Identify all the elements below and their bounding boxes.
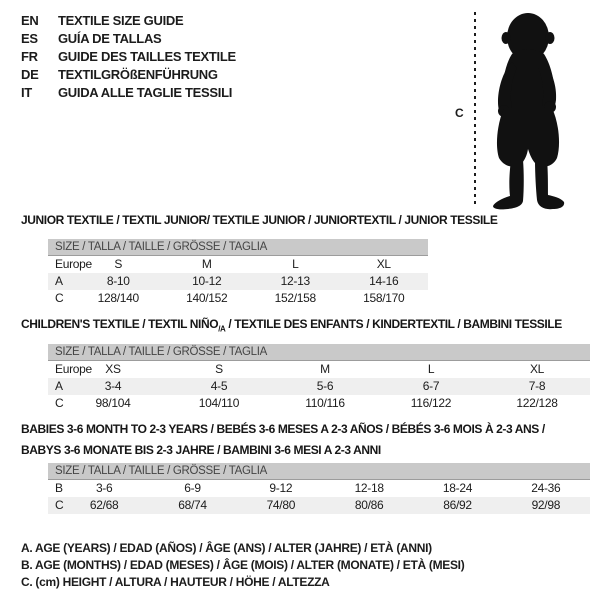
size-table-body [48, 361, 590, 412]
row-label: A [55, 379, 63, 393]
row-label: C [55, 498, 64, 512]
size-value: 140/152 [186, 291, 228, 305]
height-measure-label: C [455, 106, 464, 120]
size-value: 110/116 [305, 396, 345, 410]
size-value: 86/92 [443, 498, 472, 512]
section-title-text: / TEXTILE DES ENFANTS / KINDERTEXTIL / BAMBINI TESSILE [225, 317, 562, 331]
table-row [48, 497, 590, 514]
size-value: 128/140 [97, 291, 139, 305]
size-value: 104/110 [198, 396, 240, 410]
table-row [48, 378, 590, 395]
section-title-line2: BABYS 3-6 MONATE BIS 2-3 JAHRE / BAMBINI 3-6 MESI A 2-3 ANNI [21, 443, 381, 458]
size-value: 122/128 [516, 396, 558, 410]
height-measure-dashed-line [474, 12, 476, 206]
size-value: XL [529, 362, 545, 376]
legend-line-a: A. AGE (YEARS) / EDAD (AÑOS) / ÂGE (ANS) / ALTER (JAHRE) / ETÀ (ANNI) [21, 541, 432, 555]
size-value: 6-7 [422, 379, 440, 393]
row-label: B [55, 481, 63, 495]
language-code: FR [21, 49, 38, 64]
size-value: 18-24 [442, 481, 473, 495]
language-row-en [21, 12, 236, 30]
language-row-de [21, 66, 236, 84]
section-title-text: CHILDREN'S TEXTILE / TEXTIL NIÑO [21, 317, 219, 331]
size-value: 7-8 [528, 379, 546, 393]
measure-legend [21, 540, 464, 591]
size-value: 152/158 [274, 291, 316, 305]
size-value: 24-36 [531, 481, 561, 495]
size-value: 14-16 [369, 274, 399, 288]
size-value: 158/170 [363, 291, 405, 305]
size-value: XL [376, 257, 391, 271]
table-row [48, 395, 590, 412]
section-title-text: BABIES 3-6 MONTH TO 2-3 YEARS / BEBÉS 3-6 MESES A 2-3 AÑOS / BÉBÉS 3-6 MOIS À 2-3 ANS / [21, 422, 545, 436]
section-title-subscript: /A [218, 324, 226, 334]
language-row-it [21, 84, 236, 102]
guide-title-es: GUÍA DE TALLAS [58, 31, 162, 46]
size-value: 8-10 [106, 274, 130, 288]
section-title-children [21, 316, 562, 337]
legend-line-b: B. AGE (MONTHS) / EDAD (MESES) / ÂGE (MOIS) / ALTER (MONATE) / ETÀ (MESI) [21, 558, 465, 572]
size-table-header: SIZE / TALLA / TAILLE / GRÖSSE / TAGLIA [48, 344, 590, 361]
language-code: ES [21, 31, 38, 46]
size-table-header: SIZE / TALLA / TAILLE / GRÖSSE / TAGLIA [48, 239, 428, 256]
size-value: 3-6 [95, 481, 113, 495]
language-title-list [21, 12, 236, 102]
size-value: M [320, 362, 330, 376]
size-table-body [48, 480, 590, 514]
size-value: 92/98 [531, 498, 561, 512]
size-value: 12-18 [354, 481, 384, 495]
row-label: A [55, 274, 63, 288]
size-table-header: SIZE / TALLA / TAILLE / GRÖSSE / TAGLIA [48, 463, 590, 480]
size-value: 5-6 [316, 379, 334, 393]
row-label: C [55, 291, 64, 305]
size-table-junior [48, 239, 428, 307]
table-row [48, 361, 590, 378]
section-title-babies [21, 421, 545, 459]
size-value: 116/122 [410, 396, 452, 410]
table-row [48, 290, 428, 307]
row-label: Europe [55, 257, 92, 271]
language-row-fr [21, 48, 236, 66]
section-title-text: JUNIOR TEXTILE / TEXTIL JUNIOR/ TEXTILE JUNIOR / JUNIORTEXTIL / JUNIOR TESSILE [21, 213, 498, 227]
size-table-children [48, 344, 590, 412]
size-value: 3-4 [104, 379, 122, 393]
row-label: C [55, 396, 64, 410]
language-row-es [21, 30, 236, 48]
size-value: 6-9 [184, 481, 201, 495]
size-value: 12-13 [280, 274, 310, 288]
size-value: S [215, 362, 223, 376]
size-value: 74/80 [266, 498, 296, 512]
guide-title-fr: GUIDE DES TAILLES TEXTILE [58, 49, 236, 64]
legend-line-c: C. (cm) HEIGHT / ALTURA / HAUTEUR / HÖHE / ALTEZZA [21, 575, 330, 589]
size-value: 4-5 [210, 379, 228, 393]
table-row [48, 273, 428, 290]
size-value: 62/68 [89, 498, 119, 512]
size-value: 98/104 [95, 396, 131, 410]
size-value: 80/86 [354, 498, 384, 512]
size-value: 9-12 [269, 481, 293, 495]
toddler-silhouette-icon [482, 10, 574, 210]
table-row [48, 480, 590, 497]
size-value: 10-12 [192, 274, 222, 288]
row-label: Europe [55, 362, 92, 376]
size-value: L [427, 362, 435, 376]
table-row [48, 256, 428, 273]
size-value: M [201, 257, 212, 271]
guide-title-de: TEXTILGRÖßENFÜHRUNG [58, 67, 218, 82]
guide-title-en: TEXTILE SIZE GUIDE [58, 13, 184, 28]
size-value: S [114, 257, 123, 271]
language-code: DE [21, 67, 39, 82]
language-code: EN [21, 13, 39, 28]
size-table-babies [48, 463, 590, 514]
size-table-body [48, 256, 428, 307]
language-code: IT [21, 85, 32, 100]
size-value: L [292, 257, 299, 271]
size-value: XS [105, 362, 121, 376]
size-value: 68/74 [178, 498, 207, 512]
guide-title-it: GUIDA ALLE TAGLIE TESSILI [58, 85, 233, 100]
section-title-junior [21, 212, 497, 233]
